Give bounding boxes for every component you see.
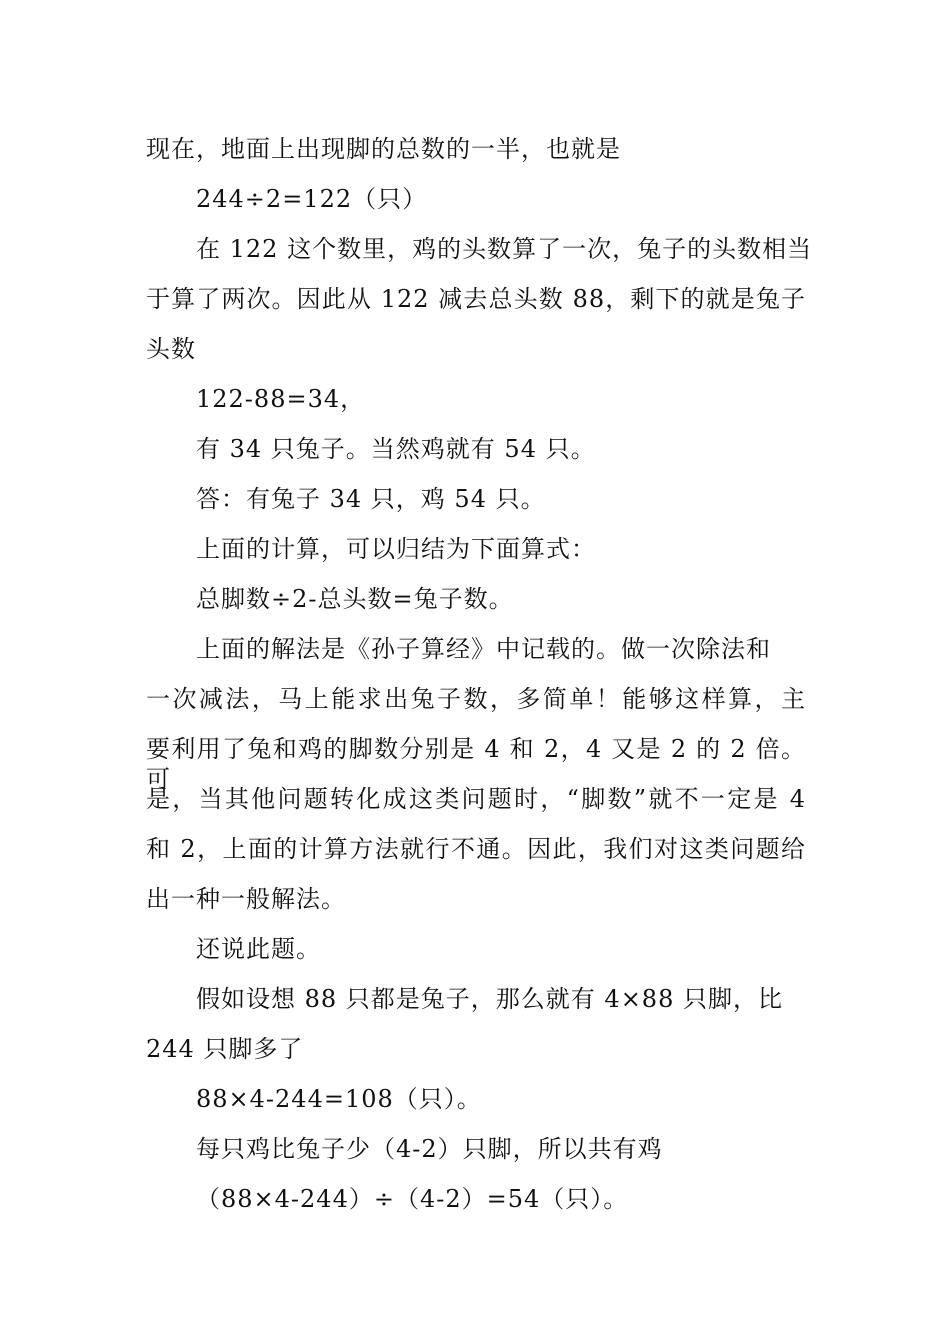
text-line: 244 只脚多了 bbox=[146, 1035, 304, 1063]
text-line: 要利用了兔和鸡的脚数分别是 4 和 2，4 又是 2 的 2 倍。可 bbox=[146, 735, 806, 793]
text-line: 总脚数÷2-总头数=兔子数。 bbox=[196, 585, 514, 613]
text-line: 和 2，上面的计算方法就行不通。因此，我们对这类问题给 bbox=[146, 835, 806, 863]
text-line: 假如设想 88 只都是兔子，那么就有 4×88 只脚，比 bbox=[196, 985, 783, 1013]
text-line: 有 34 只兔子。当然鸡就有 54 只。 bbox=[196, 435, 596, 463]
text-line: 一次减法，马上能求出兔子数，多简单！能够这样算，主 bbox=[146, 685, 806, 713]
text-line: 122-88=34， bbox=[196, 385, 366, 413]
text-line: 出一种一般解法。 bbox=[146, 885, 346, 913]
text-line: 于算了两次。因此从 122 减去总头数 88，剩下的就是兔子 bbox=[146, 285, 806, 313]
text-line: 上面的解法是《孙子算经》中记载的。做一次除法和 bbox=[196, 635, 771, 663]
text-line: 头数 bbox=[146, 335, 196, 363]
text-line: 上面的计算，可以归结为下面算式： bbox=[196, 535, 596, 563]
text-line: 答：有兔子 34 只，鸡 54 只。 bbox=[196, 485, 546, 513]
text-line: 是，当其他问题转化成这类问题时，“脚数”就不一定是 4 bbox=[146, 785, 806, 813]
text-line: 每只鸡比兔子少（4-2）只脚，所以共有鸡 bbox=[196, 1135, 663, 1163]
text-line: 还说此题。 bbox=[196, 935, 321, 963]
text-line: 现在，地面上出现脚的总数的一半，也就是 bbox=[146, 135, 621, 163]
text-line: （88×4-244）÷（4-2）=54（只）。 bbox=[196, 1185, 629, 1213]
text-line: 244÷2=122（只） bbox=[196, 185, 428, 213]
text-line: 88×4-244=108（只）。 bbox=[196, 1085, 482, 1113]
text-line: 在 122 这个数里，鸡的头数算了一次，兔子的头数相当 bbox=[196, 235, 813, 263]
